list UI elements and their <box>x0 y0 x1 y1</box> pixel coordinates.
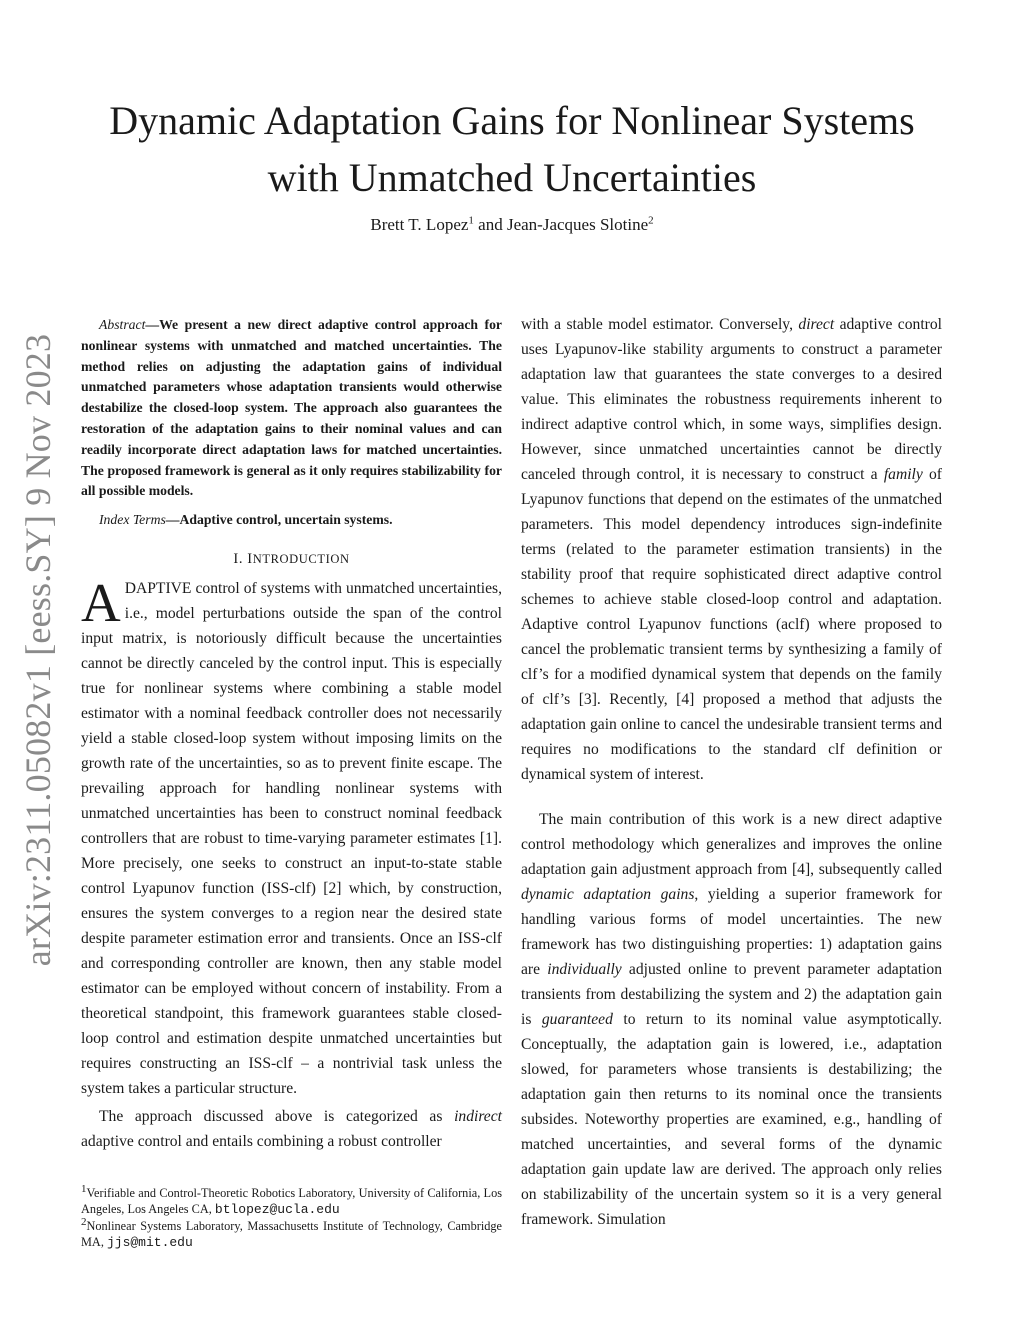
title-line-2: with Unmatched Uncertainties <box>267 155 757 200</box>
right-p2-emphasis-dynamic: dynamic adaptation gains <box>521 886 695 903</box>
drop-cap: A <box>81 571 121 633</box>
right-p2-emphasis-individually: individually <box>547 961 622 978</box>
introduction-body-left <box>81 571 502 1154</box>
intro-p2-text-b: adaptive control and entails combining a robust controller <box>81 1132 442 1150</box>
footnote-1 <box>81 1182 502 1218</box>
author-list <box>0 215 1024 235</box>
footnote-2-email[interactable]: jjs@mit.edu <box>106 1235 193 1250</box>
right-p2-emphasis-guaranteed: guaranteed <box>541 1011 613 1028</box>
right-p1-emphasis-family: family <box>883 466 923 483</box>
title-line-1: Dynamic Adaptation Gains for Nonlinear Systems <box>109 98 915 143</box>
section-title-rest: NTRODUCTION <box>252 551 350 566</box>
right-p2-text-d: to return to its nominal value asymptotically. Conceptually, the adaptation gain is lowered, i.e., adaptation slowed, for parameters whose transients is destabilizing; the adaptation gain then returns to its nominal once the transients subsides. Noteworthy properties are examined, e.g., handling of matched uncertainties, and several forms of the dynamic adaptation gain update law are derived. The approach only relies on stabilizability of the uncertain system so it is a very general framework. Simulation <box>521 1011 942 1228</box>
abstract-label: Abstract <box>99 317 146 332</box>
intro-p2-text-a: The approach discussed above is categorized as <box>99 1107 455 1125</box>
index-terms-text: —Adaptive control, uncertain systems. <box>165 512 393 528</box>
right-p1-emphasis-direct: direct <box>798 316 835 333</box>
author-conjunction: and <box>473 215 507 234</box>
section-number: I. <box>233 550 248 567</box>
right-column <box>521 312 942 1232</box>
affiliation-footnotes <box>81 1182 502 1251</box>
arxiv-id-text: arXiv:2311.05082v1 [eess.SY] 9 Nov 2023 <box>18 333 58 967</box>
abstract-text: —We present a new direct adaptive control approach for nonlinear systems with unmatched and matched uncertainties. The method relies on adjusting the adaptation gains of individual unmatched parameters whose adaptation transients would otherwise destabilize the closed-loop system. The approach also guarantees the restoration of the adaptation gains to their nominal values and can readily incorporate direct adaptation laws for matched uncertainties. The proposed framework is general as it only requires stabilizability for all possible models. <box>81 317 502 499</box>
paper-title <box>60 92 964 206</box>
intro-paragraph-1 <box>81 571 502 1101</box>
footnote-1-mark: 1 <box>81 1182 87 1195</box>
author-2: Jean-Jacques Slotine <box>506 215 649 234</box>
right-p2-text-b: , yielding a superior framework for handling various forms of model uncertainties. The new framework has two distinguishing properties: 1) adaptation gains are <box>521 886 942 978</box>
intro-p2-emphasis: indirect <box>454 1107 502 1125</box>
abstract-block <box>81 315 502 531</box>
footnote-2-text: Nonlinear Systems Laboratory, Massachusetts Institute of Technology, Cambridge MA, <box>81 1219 502 1249</box>
footnote-2 <box>81 1215 502 1251</box>
footnote-1-text: Verifiable and Control-Theoretic Robotics Laboratory, University of California, Los Angeles, Los Angeles CA, <box>81 1186 502 1216</box>
author-2-affiliation-mark: 2 <box>648 214 654 227</box>
section-title-first: I <box>247 550 253 567</box>
left-column <box>81 315 502 1154</box>
intro-paragraph-1-text: DAPTIVE control of systems with unmatched uncertainties, i.e., model perturbations outside the span of the control input matrix, is notoriously difficult because the uncertainties cannot be directly canceled by the control input. This is especially true for nonlinear systems where combining a stable model estimator with a nominal feedback controller does not necessarily yield a stable closed-loop system without imposing limits on the growth rate of the uncertainties, so as to prevent finite escape. The prevailing approach for handling nonlinear systems with unmatched uncertainties has been to construct nominal feedback controllers that are robust to time-varying parameter estimates [1]. More precisely, one seeks to construct an input-to-state stable control Lyapunov function (ISS-clf) [2] which, by construction, ensures the system converges to a region near the desired state despite parameter estimation error and transients. Once an ISS-clf and corresponding controller are known, then any stable model estimator can be employed without concern of instability. From a theoretical standpoint, this framework guarantees stable closed-loop control and estimation despite unmatched uncertainties but requires constructing an ISS-clf – a nontrivial task unless the system takes a particular structure. <box>81 579 502 1097</box>
right-p1-text-a: with a stable model estimator. Conversely, <box>521 316 799 333</box>
footnote-2-mark: 2 <box>81 1215 87 1228</box>
contribution-paragraph <box>521 807 942 1232</box>
right-p2-text-a: The main contribution of this work is a new direct adaptive control methodology which generalizes and improves the online adaptation gain adjustment approach from [4], subsequently called <box>521 811 942 878</box>
right-p1-text-c: of Lyapunov functions that depend on the estimates of the unmatched parameters. This model dependency introduces sign-indefinite terms (related to the parameter estimation transients) in the stability proof that require sophisticated direct adaptive control schemes to achieve stable closed-loop control and adaptation. Adaptive control Lyapunov functions (aclf) where proposed to cancel the problematic transient terms by synthesizing a family of clf’s for a modified dynamical system that depends on the family of clf’s [3]. Recently, [4] proposed a method that adjusts the adaptation gain online to cancel the undesirable transient terms and requires no modifications to the standard clf definition or dynamical system of interest. <box>521 466 942 783</box>
author-1: Brett T. Lopez <box>370 215 469 234</box>
right-p1-text-b: adaptive control uses Lyapunov-like stability arguments to construct a parameter adaptation law that guarantees the state converges to a desired value. This eliminates the robustness requirements inherent to indirect adaptive control which, in some ways, simplifies design. However, since unmatched uncertainties cannot be directly canceled through control, it is necessary to construct a <box>521 316 942 483</box>
section-heading-introduction <box>81 551 502 568</box>
author-1-affiliation-mark: 1 <box>468 214 474 227</box>
intro-paragraph-2 <box>81 1104 502 1154</box>
right-p2-text-c: adjusted online to prevent parameter adaptation transients from destabilizing the system and 2) the adaptation gain is <box>521 961 943 1028</box>
index-terms <box>81 510 502 531</box>
intro-paragraph-2-continued <box>521 312 942 787</box>
index-terms-label: Index Terms <box>99 512 166 528</box>
footnote-1-email[interactable]: btlopez@ucla.edu <box>214 1202 340 1217</box>
arxiv-identifier-stamp <box>8 333 68 967</box>
